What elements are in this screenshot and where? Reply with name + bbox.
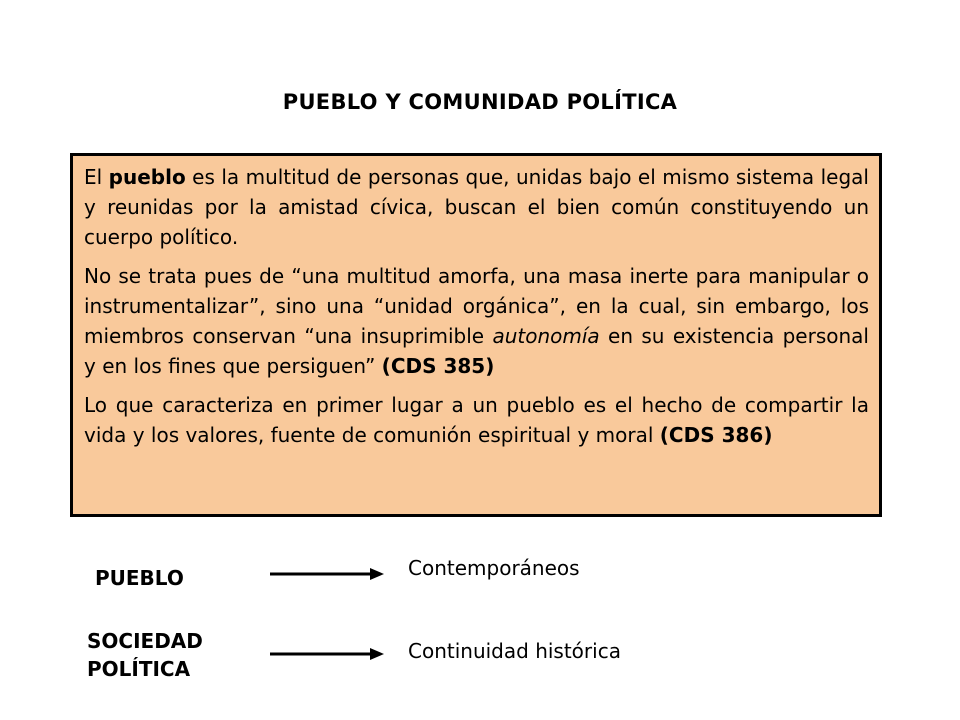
relation-1-label [95, 564, 184, 592]
paragraph-3 [84, 390, 869, 450]
relation-1-label-line-1: PUEBLO [95, 566, 184, 590]
relation-2-label-line-1: SOCIEDAD [87, 629, 203, 653]
relation-1-target: Contemporáneos [408, 556, 580, 580]
paragraph-2-text-start: No se trata pues de “una multitud amorfa, una masa inerte para manipular o instrumentalizar”, sino una “unidad orgánica”, en la cual, sin embargo, los miembros conservan “una insuprimible [84, 264, 869, 348]
paragraph-1-text-end: es la multitud de personas que, unidas bajo el mismo sistema legal y reunidas por la amistad cívica, buscan el bien común constituyendo un cuerpo político. [84, 165, 869, 249]
relation-2-label-line-2: POLÍTICA [87, 657, 191, 681]
paragraph-1 [84, 162, 869, 252]
relation-1-arrow-icon [268, 565, 388, 585]
paragraph-1-keyword: pueblo [108, 165, 186, 189]
paragraph-2-text-middle: en su existencia personal y en los fines que persiguen” [84, 324, 869, 378]
page-title: PUEBLO Y COMUNIDAD POLÍTICA [282, 90, 678, 114]
paragraph-2-citation: (CDS 385) [381, 354, 495, 378]
paragraph-3-citation: (CDS 386) [659, 423, 773, 447]
paragraph-2 [84, 261, 869, 381]
relation-2-arrow-icon [268, 645, 388, 665]
relation-2-target: Continuidad histórica [408, 639, 621, 663]
paragraph-3-text-start: Lo que caracteriza en primer lugar a un pueblo es el hecho de compartir la vida y los valores, fuente de comunión espiritual y moral [84, 393, 869, 447]
definition-box [70, 153, 882, 517]
paragraph-1-text-start: El [84, 165, 109, 189]
paragraph-2-italic-term: autonomía [492, 324, 600, 348]
relation-2-label [87, 627, 203, 683]
